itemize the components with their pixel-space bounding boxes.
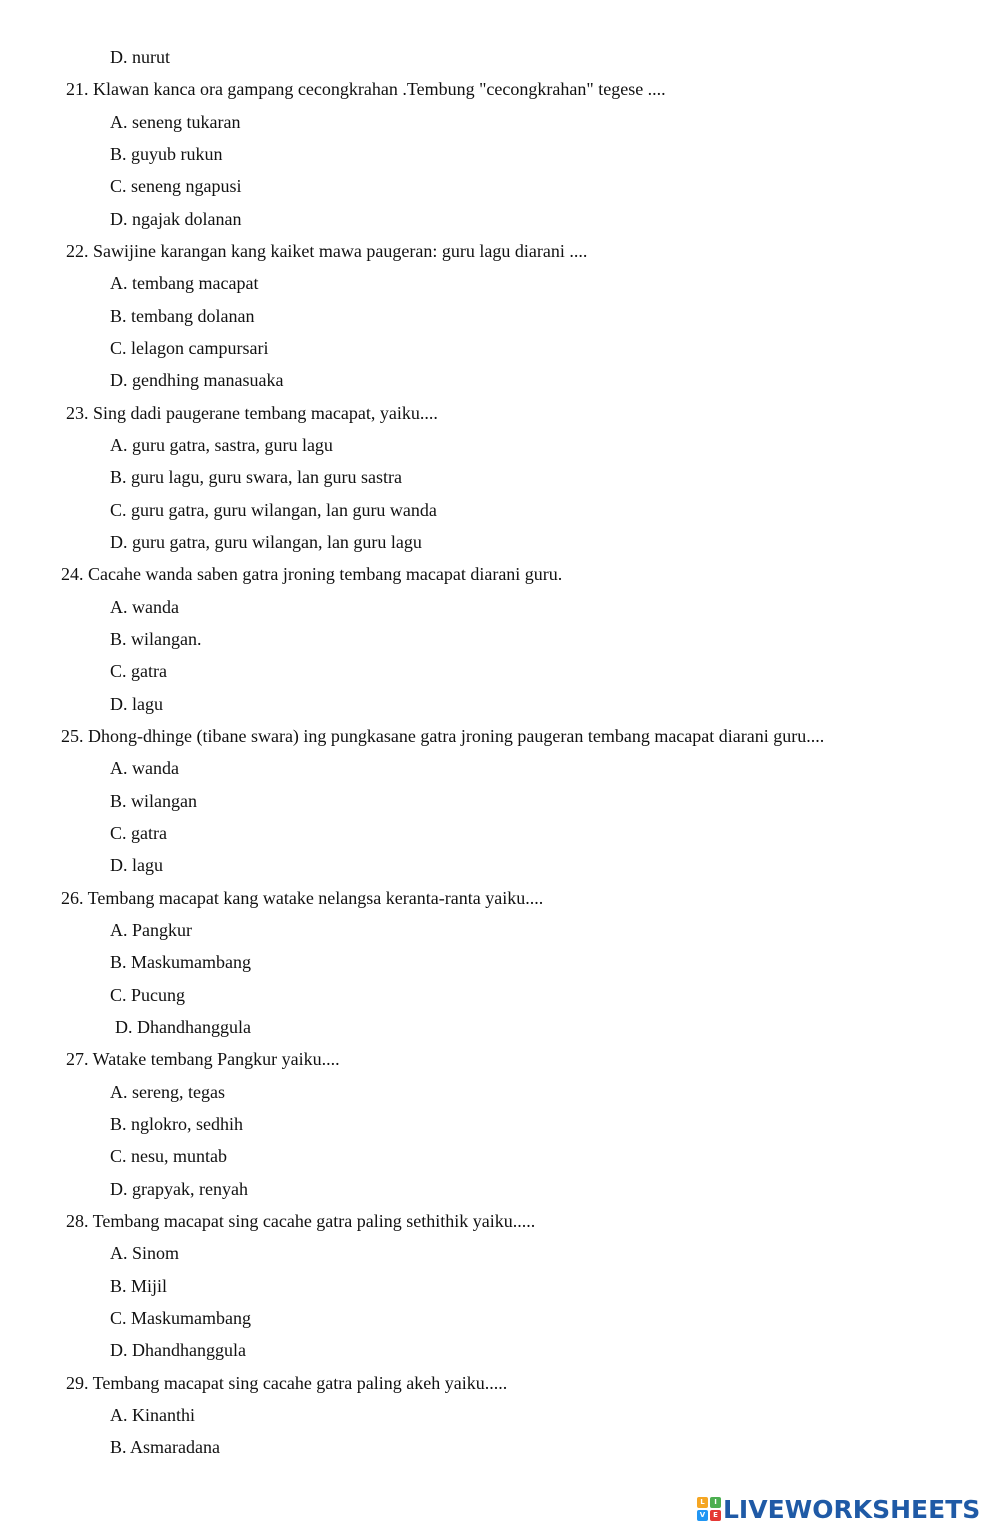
answer-option: B. Maskumambang [110, 952, 251, 972]
liveworksheets-brand [697, 1492, 980, 1526]
answer-option: B. guru lagu, guru swara, lan guru sastra [110, 467, 402, 487]
answer-option: D. gendhing manasuaka [110, 370, 284, 390]
logo-square-2: I [710, 1497, 721, 1508]
answer-option: C. nesu, muntab [110, 1146, 227, 1166]
answer-option: B. nglokro, sedhih [110, 1114, 243, 1134]
answer-option: A. Pangkur [110, 920, 192, 940]
answer-option: B. Mijil [110, 1276, 168, 1296]
answer-option: D. lagu [110, 694, 163, 714]
question-text: 25. Dhong-dhinge (tibane swara) ing pungkasane gatra jroning paugeran tembang macapat diarani guru.... [61, 726, 825, 746]
answer-option: C. gatra [110, 823, 167, 843]
question-text: 21. Klawan kanca ora gampang cecongkrahan .Tembung "cecongkrahan" tegese .... [66, 79, 666, 99]
answer-option: A. Kinanthi [110, 1405, 195, 1425]
answer-option: C. seneng ngapusi [110, 176, 242, 196]
logo-square-4: E [710, 1510, 721, 1521]
answer-option: A. wanda [110, 758, 179, 778]
answer-option: B. wilangan. [110, 629, 202, 649]
answer-option: D. ngajak dolanan [110, 209, 242, 229]
question-text: 26. Tembang macapat kang watake nelangsa keranta-ranta yaiku.... [61, 888, 544, 908]
question-text: 27. Watake tembang Pangkur yaiku.... [66, 1049, 340, 1069]
question-text: 29. Tembang macapat sing cacahe gatra paling akeh yaiku..... [66, 1373, 508, 1393]
answer-option: A. Sinom [110, 1243, 180, 1263]
answer-option: D. lagu [110, 855, 163, 875]
answer-option: B. guyub rukun [110, 144, 223, 164]
brand-wordmark: LIVEWORKSHEETS [723, 1494, 981, 1524]
answer-option: D. Dhandhanggula [115, 1017, 251, 1037]
answer-option: A. seneng tukaran [110, 112, 241, 132]
answer-option: C. lelagon campursari [110, 338, 269, 358]
answer-option: C. gatra [110, 661, 167, 681]
logo-square-3: V [697, 1510, 708, 1521]
answer-option: A. guru gatra, sastra, guru lagu [110, 435, 333, 455]
answer-option: C. guru gatra, guru wilangan, lan guru wanda [110, 500, 437, 520]
logo-square-1: L [697, 1497, 708, 1508]
answer-option: B. wilangan [110, 791, 197, 811]
answer-option: C. Pucung [110, 985, 186, 1005]
answer-option: D. Dhandhanggula [110, 1340, 246, 1360]
answer-option: B. Asmaradana [110, 1437, 220, 1457]
answer-option: B. tembang dolanan [110, 306, 255, 326]
question-text: 24. Cacahe wanda saben gatra jroning tembang macapat diarani guru. [61, 564, 563, 584]
answer-option: D. guru gatra, guru wilangan, lan guru lagu [110, 532, 422, 552]
question-text: 23. Sing dadi paugerane tembang macapat, yaiku.... [66, 403, 438, 423]
answer-option: A. sereng, tegas [110, 1082, 225, 1102]
answer-option: A. tembang macapat [110, 273, 259, 293]
question-text: 28. Tembang macapat sing cacahe gatra paling sethithik yaiku..... [66, 1211, 536, 1231]
answer-option: A. wanda [110, 597, 179, 617]
question-text: 22. Sawijine karangan kang kaiket mawa paugeran: guru lagu diarani .... [66, 241, 588, 261]
answer-option: D. grapyak, renyah [110, 1179, 248, 1199]
liveworksheets-logo-icon [697, 1497, 721, 1521]
answer-option: C. Maskumambang [110, 1308, 251, 1328]
answer-option: D. nurut [110, 47, 170, 67]
